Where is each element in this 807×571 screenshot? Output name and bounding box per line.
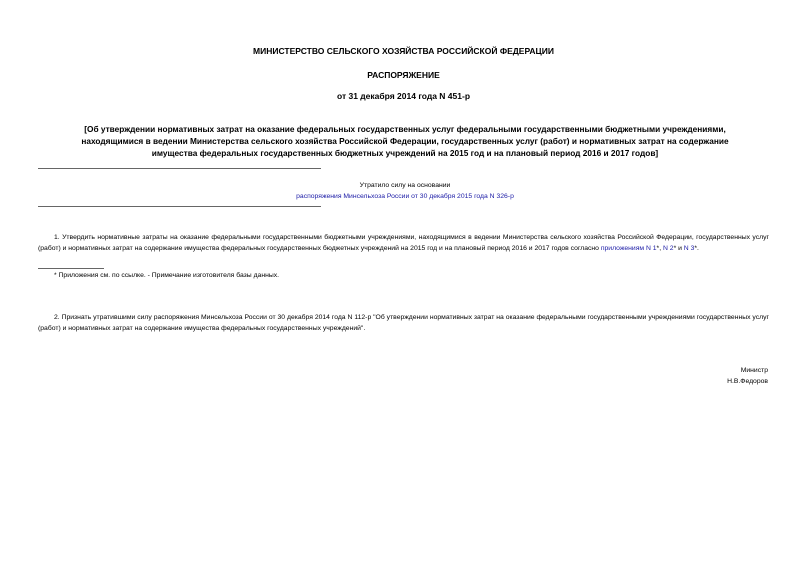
separator-comma: , bbox=[659, 244, 662, 252]
paragraph-1-text: 1. Утвердить нормативные затраты на оказание федеральными государственными бюджетными учреждениями, находящимися в ведении Министерства сельского хозяйства Российской Федерации, государственных услуг (работ) и нормативных затрат на содержание имущества федеральных государственных бюджетных учреждений на 2015 год и на плановый период 2016 и 2017 годов согласно bbox=[38, 234, 769, 252]
footnote: * Приложения см. по ссылке. - Примечание изготовителя базы данных. bbox=[54, 272, 280, 279]
paragraph-1 bbox=[38, 233, 769, 254]
signature-position: Министр bbox=[740, 367, 768, 374]
ministry-name: МИНИСТЕРСТВО СЕЛЬСКОГО ХОЗЯЙСТВА РОССИЙСКОЙ ФЕДЕРАЦИИ bbox=[253, 46, 554, 56]
void-note-text: Утратило силу на основании bbox=[359, 182, 451, 189]
appendix-2-link[interactable]: N 2 bbox=[662, 244, 674, 252]
document-title: [Об утверждении нормативных затрат на оказание федеральных государственных услуг федеральными государственными бюджетными учреждениями, находящимися в ведении Министерства сельского хозяйства Российской Федерации, государственных услуг (работ) и нормативных затрат на содержание имущества федеральных государственных бюджетных учреждений на 2015 год и на плановый период 2016 и 2017 годов] bbox=[81, 124, 729, 158]
divider-bottom bbox=[38, 206, 321, 207]
footnote-divider bbox=[38, 268, 104, 269]
order-kind: РАСПОРЯЖЕНИЕ bbox=[367, 70, 440, 80]
signature-block bbox=[727, 366, 768, 387]
signature-name: Н.В.Федоров bbox=[727, 377, 768, 385]
divider-top bbox=[38, 168, 321, 169]
appendix-2-star: * bbox=[673, 244, 677, 252]
appendix-3-link[interactable]: N 3 bbox=[683, 244, 695, 252]
paragraph-2: 2. Признать утратившими силу распоряжения Минсельхоза России от 30 декабря 2014 года N 112-р "Об утверждении нормативных затрат на оказание федеральными государственными учреждениями государственных услуг (работ) и нормативных затрат на содержание имущества федеральных государственных учреждений". bbox=[38, 314, 769, 332]
appendix-1-link[interactable]: приложениям N 1 bbox=[600, 244, 657, 252]
paragraph-1-end: *. bbox=[694, 244, 699, 252]
order-date: от 31 декабря 2014 года N 451-р bbox=[336, 91, 471, 101]
void-note-link[interactable]: распоряжения Минсельхоза России от 30 декабря 2015 года N 326-р bbox=[296, 193, 514, 200]
appendix-1-star: * bbox=[656, 244, 660, 252]
void-note bbox=[230, 180, 580, 202]
separator-and: и bbox=[678, 244, 682, 252]
